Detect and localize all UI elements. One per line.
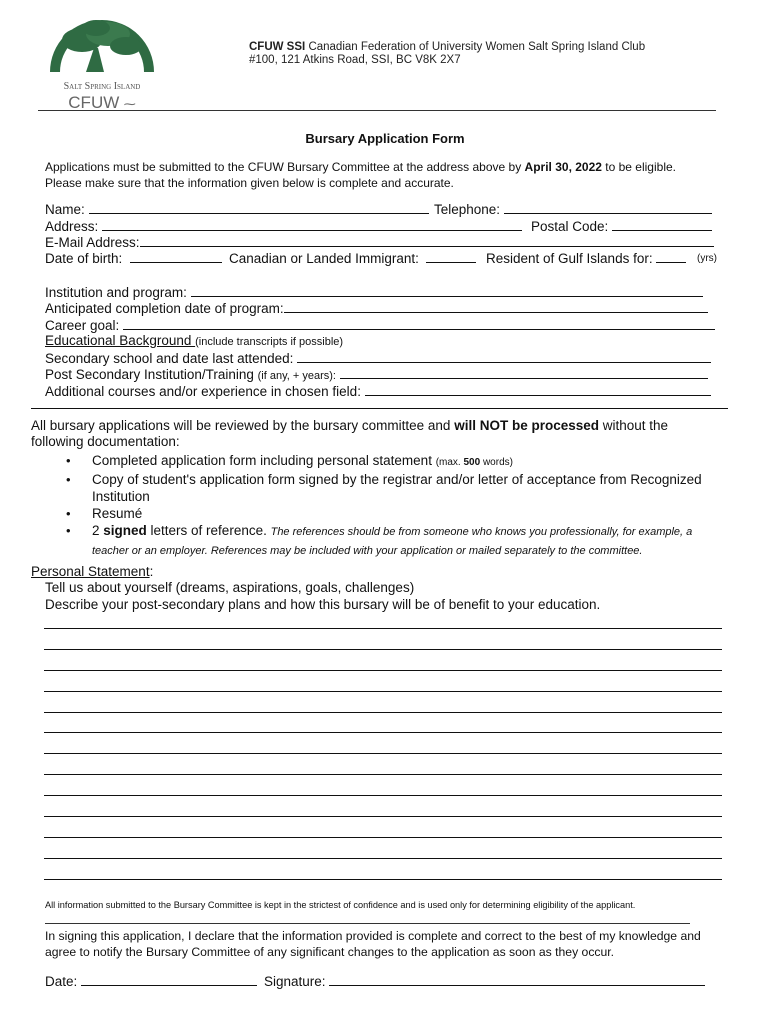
postal-code-field[interactable]: Postal Code:: [531, 218, 712, 234]
declaration-line1: In signing this application, I declare that the information provided is complete and correct to the best of my knowledge and: [45, 929, 701, 943]
list-item: • Completed application form including personal statement (max. 500 words): [66, 453, 513, 468]
declaration-line2: agree to notify the Bursary Committee of any significant changes to the application as soon as they occur.: [45, 945, 615, 959]
personal-statement-heading: Personal Statement:: [31, 564, 154, 579]
list-item: • 2 signed letters of reference. The references should be from someone who knows you professionally, for example, a teacher or an employer. References may be included with your application or mailed separately to the committee.: [66, 523, 693, 557]
resident-field[interactable]: Resident of Gulf Islands for:: [486, 250, 686, 266]
institution-field[interactable]: Institution and program:: [45, 284, 703, 300]
writing-line[interactable]: [44, 649, 722, 650]
personal-prompt-1: Tell us about yourself (dreams, aspirations, goals, challenges): [45, 580, 415, 595]
intro-line1: Applications must be submitted to the CFUW Bursary Committee at the address above by April 30, 2022 to be eligible.: [45, 160, 676, 174]
years-label: (yrs): [697, 253, 717, 264]
writing-line[interactable]: [44, 837, 722, 838]
writing-line[interactable]: [44, 732, 722, 733]
name-field[interactable]: Name:: [45, 201, 429, 217]
documentation-list: [66, 444, 726, 560]
post-secondary-field[interactable]: Post Secondary Institution/Training (if any, + years):: [45, 366, 708, 382]
writing-line[interactable]: [44, 816, 722, 817]
confidential-rule: [45, 923, 690, 924]
org-header: [249, 41, 645, 53]
telephone-field[interactable]: Telephone:: [434, 201, 712, 217]
cfuw-logo: [46, 10, 158, 112]
canadian-field[interactable]: Canadian or Landed Immigrant:: [229, 250, 476, 266]
address-field[interactable]: Address:: [45, 218, 522, 234]
section-rule: [31, 408, 728, 409]
writing-line[interactable]: [44, 628, 722, 629]
email-field[interactable]: E-Mail Address:: [45, 234, 714, 250]
writing-line[interactable]: [44, 670, 722, 671]
org-address: #100, 121 Atkins Road, SSI, BC V8K 2X7: [249, 54, 461, 66]
confidentiality-note: All information submitted to the Bursary Committee is kept in the strictest of confidence and is used only for determining eligibility of the applicant.: [45, 900, 636, 910]
writing-line[interactable]: [44, 712, 722, 713]
career-field[interactable]: Career goal:: [45, 317, 715, 333]
writing-line[interactable]: [44, 858, 722, 859]
dob-field[interactable]: Date of birth:: [45, 250, 222, 266]
writing-line[interactable]: [44, 795, 722, 796]
review-line1: All bursary applications will be reviewed by the bursary committee and will NOT be processed without the: [31, 418, 669, 433]
intro-line2: Please make sure that the information given below is complete and accurate.: [45, 176, 454, 190]
tree-logo-icon: [46, 10, 158, 76]
list-item: • Copy of student's application form signed by the registrar and/or letter of acceptance from Recognized Institution: [66, 472, 702, 504]
review-line2: following documentation:: [31, 434, 180, 449]
secondary-school-field[interactable]: Secondary school and date last attended:: [45, 350, 711, 366]
writing-line[interactable]: [44, 691, 722, 692]
page-title: Bursary Application Form: [305, 131, 465, 146]
writing-line[interactable]: [44, 753, 722, 754]
date-field[interactable]: Date:: [45, 973, 257, 989]
bird-icon: ⁓: [123, 97, 136, 111]
logo-line2: CFUW: [68, 93, 120, 112]
writing-line[interactable]: [44, 879, 722, 880]
list-item: • Resumé: [66, 506, 143, 521]
signature-field[interactable]: Signature:: [264, 973, 705, 989]
personal-prompt-2: Describe your post-secondary plans and how this bursary will be of benefit to your education.: [45, 597, 601, 612]
completion-field[interactable]: Anticipated completion date of program:: [45, 300, 708, 316]
logo-line1: Salt Spring Island: [63, 81, 141, 92]
education-heading: Educational Background (include transcripts if possible): [45, 333, 344, 348]
org-name: Canadian Federation of University Women Salt Spring Island Club: [308, 41, 646, 53]
header-rule: [38, 110, 716, 111]
org-abbr: CFUW SSI: [249, 41, 306, 53]
writing-line[interactable]: [44, 774, 722, 775]
additional-courses-field[interactable]: Additional courses and/or experience in chosen field:: [45, 383, 711, 399]
